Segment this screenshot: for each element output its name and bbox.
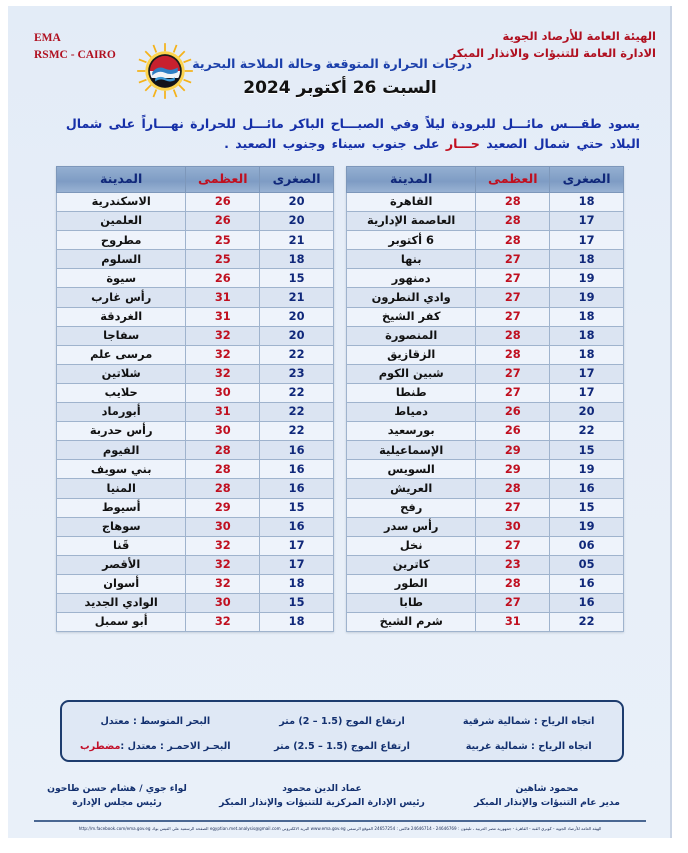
cell-city-name: مرسى علم [57,345,186,364]
cell-max-temp: 28 [476,193,550,212]
cell-min-temp: 17 [550,231,624,250]
cell-city-name: دمياط [347,403,476,422]
coast-upper-egypt-table [56,166,334,632]
red-sea-label: البحـر الاحمـر : معتدل : [120,740,231,752]
summary-part-1: يسود طقـــس مائـــل للبرودة ليلاً وفي الصبـــاح الباكر مائـــل للحرارة نهـــاراً على شمال البلاد حتي شمال الصعيد [65,116,640,152]
cell-city-name: المنيا [57,479,186,498]
cell-min-temp: 22 [260,422,334,441]
cell-max-temp: 26 [186,212,260,231]
cell-max-temp: 32 [186,574,260,593]
cell-max-temp: 26 [476,422,550,441]
table-row [347,479,624,498]
cell-min-temp: 16 [550,479,624,498]
cell-city-name: 6 أكتوبر [347,231,476,250]
table-row [347,403,624,422]
cell-min-temp: 18 [260,613,334,632]
signature-block [32,782,652,818]
red-sea-state [62,741,249,752]
table-row [347,422,624,441]
cell-min-temp: 19 [550,288,624,307]
cell-min-temp: 17 [260,555,334,574]
cell-max-temp: 30 [476,517,550,536]
cell-min-temp: 22 [260,345,334,364]
cell-city-name: بورسعيد [347,422,476,441]
cell-max-temp: 27 [476,593,550,612]
signature-board-chairman [32,782,202,811]
cell-min-temp: 16 [550,593,624,612]
mediterranean-sea-state [62,716,249,727]
cell-city-name: الزقازيق [347,345,476,364]
mediterranean-sea-label: البحر المتوسط : معتدل [100,715,211,727]
cell-city-name: كاترين [347,555,476,574]
cell-city-name: السلوم [57,250,186,269]
cell-min-temp: 16 [260,479,334,498]
table-row [57,307,334,326]
coast-upper-egypt-table-body [57,193,334,632]
table-row [57,593,334,612]
cell-max-temp: 31 [186,307,260,326]
cell-max-temp: 26 [186,193,260,212]
table-row [57,498,334,517]
signature-central-admin-head [212,782,432,811]
cell-max-temp: 28 [476,212,550,231]
cell-max-temp: 28 [186,460,260,479]
cell-max-temp: 28 [476,326,550,345]
coast-upper-egypt-table-wrap [56,166,334,632]
cell-city-name: سوهاج [57,517,186,536]
summary-part-2: على جنوب سيناء وجنوب الصعيد . [224,136,446,152]
table-row [57,193,334,212]
cell-min-temp: 15 [550,498,624,517]
organization-line-1: الهيئة العامة للأرصاد الجوية [502,29,656,43]
cell-min-temp: 15 [260,593,334,612]
cell-city-name: بني سويف [57,460,186,479]
cell-city-name: الوادي الجديد [57,593,186,612]
cell-min-temp: 22 [550,613,624,632]
cell-city-name: أسوان [57,574,186,593]
table-row [347,460,624,479]
cell-min-temp: 22 [260,383,334,402]
table-row [57,250,334,269]
cell-city-name: حلايب [57,383,186,402]
table-row [57,460,334,479]
cell-city-name: شلاتين [57,364,186,383]
cell-min-temp: 18 [260,250,334,269]
red-sea-alert: مضطرب [80,740,121,752]
cell-min-temp: 17 [260,536,334,555]
cell-min-temp: 21 [260,231,334,250]
ema-identifier [34,30,116,65]
rsmc-cairo-label: RSMC - CAIRO [34,49,116,62]
cell-city-name: العريش [347,479,476,498]
cell-min-temp: 20 [260,326,334,345]
cell-min-temp: 05 [550,555,624,574]
mediterranean-sea-row [62,709,622,733]
cell-city-name: شبين الكوم [347,364,476,383]
table-row [57,231,334,250]
cell-city-name: وادي النطرون [347,288,476,307]
table-header-row [57,167,334,193]
table-row [57,326,334,345]
table-row [347,555,624,574]
cell-max-temp: 28 [476,231,550,250]
cell-city-name: قَنا [57,536,186,555]
footer-divider [34,820,646,822]
cell-min-temp: 17 [550,383,624,402]
red-sea-wave-height: ارتفاع الموج (1.5 – 2.5) متر [274,740,410,752]
signature-name: محمود شاهين [515,783,579,794]
cell-min-temp: 16 [550,574,624,593]
cell-max-temp: 28 [476,345,550,364]
cell-city-name: الأقصر [57,555,186,574]
cell-min-temp: 16 [260,517,334,536]
cell-max-temp: 29 [476,460,550,479]
table-row [347,231,624,250]
table-row [347,536,624,555]
table-row [57,536,334,555]
signature-name: لواء جوي / هشام حسن طاحون [47,783,187,794]
table-row [347,288,624,307]
table-header-row [347,167,624,193]
cell-max-temp: 27 [476,307,550,326]
table-row [347,364,624,383]
cell-city-name: سفاجا [57,326,186,345]
table-row [347,250,624,269]
cell-city-name: أسيوط [57,498,186,517]
cell-min-temp: 19 [550,517,624,536]
table-row [57,345,334,364]
cell-city-name: رأس غارب [57,288,186,307]
cairo-delta-sinai-table-wrap [346,166,624,632]
cell-city-name: شرم الشيخ [347,613,476,632]
footer-contact-info: الهيئة العامة للأرصاد الجوية - كوبري القبة - القاهرة - جمهورية مصر العربية ، تليفون : 24646769 - 24646714 فاكس : 24657254 الموقع الرسمي www.ema.gov.eg البريد الالكتروني egyptian.met.analysis@gmail.com الصفحة الرسمية علي الفيس بوك http://m.facebook.com/ema.gov.eg [78,826,602,831]
table-row [57,288,334,307]
cell-max-temp: 27 [476,364,550,383]
cell-city-name: الاسكندرية [57,193,186,212]
table-row [347,326,624,345]
red-sea-row [62,734,622,758]
red-sea-wind-direction: اتجاه الرياح : شمالية غربية [465,740,592,752]
column-header-city: المدينة [347,167,476,193]
document-sheet [8,6,672,838]
cell-max-temp: 28 [476,574,550,593]
cairo-delta-sinai-table-body [347,193,624,632]
cell-max-temp: 32 [186,364,260,383]
table-row [347,613,624,632]
cell-min-temp: 19 [550,269,624,288]
cell-min-temp: 16 [260,441,334,460]
cell-min-temp: 22 [260,403,334,422]
cell-max-temp: 27 [476,498,550,517]
cell-city-name: القاهرة [347,193,476,212]
cell-city-name: طنطا [347,383,476,402]
cell-city-name: العاصمة الإدارية [347,212,476,231]
cell-max-temp: 31 [186,288,260,307]
cell-max-temp: 27 [476,383,550,402]
cell-max-temp: 28 [476,479,550,498]
table-row [57,613,334,632]
column-header-max: العظمى [186,167,260,193]
cell-min-temp: 18 [550,307,624,326]
table-row [57,517,334,536]
cell-max-temp: 30 [186,383,260,402]
cell-max-temp: 32 [186,613,260,632]
organization-title [450,28,656,61]
cell-min-temp: 17 [550,364,624,383]
table-row [347,593,624,612]
table-row [347,383,624,402]
mediterranean-wave-height: ارتفاع الموج (1.5 – 2) متر [279,715,405,727]
cell-max-temp: 27 [476,250,550,269]
table-row [347,212,624,231]
table-row [57,441,334,460]
table-row [57,383,334,402]
cell-min-temp: 06 [550,536,624,555]
signature-forecast-director [442,782,652,811]
marine-navigation-box [60,700,624,762]
cell-min-temp: 15 [550,441,624,460]
cell-min-temp: 17 [550,212,624,231]
forecast-date: السبت 26 أكتوبر 2024 [243,78,437,98]
cell-city-name: أبورماد [57,403,186,422]
cell-max-temp: 27 [476,288,550,307]
cell-city-name: رفح [347,498,476,517]
cell-city-name: الغردقة [57,307,186,326]
cell-city-name: السويس [347,460,476,479]
cell-city-name: بنها [347,250,476,269]
cell-min-temp: 20 [260,212,334,231]
cell-min-temp: 19 [550,460,624,479]
cell-max-temp: 28 [186,479,260,498]
signature-title: رئيس مجلس الإدارة [72,797,162,809]
cell-city-name: الطور [347,574,476,593]
cell-city-name: سيوة [57,269,186,288]
forecast-summary [32,114,640,155]
cell-max-temp: 32 [186,345,260,364]
table-row [347,517,624,536]
cell-max-temp: 23 [476,555,550,574]
cell-city-name: رأس سدر [347,517,476,536]
cell-city-name: مطروح [57,231,186,250]
cell-min-temp: 20 [550,403,624,422]
signature-name: عماد الدين محمود [282,783,362,794]
cell-min-temp: 23 [260,364,334,383]
cell-min-temp: 18 [550,250,624,269]
cell-city-name: الإسماعيلية [347,441,476,460]
cell-max-temp: 27 [476,269,550,288]
cell-city-name: رأس حدربة [57,422,186,441]
cell-max-temp: 27 [476,536,550,555]
cell-max-temp: 32 [186,536,260,555]
table-row [57,364,334,383]
cell-min-temp: 16 [260,460,334,479]
cell-max-temp: 31 [186,403,260,422]
cell-max-temp: 25 [186,231,260,250]
ema-abbreviation: EMA [34,32,61,44]
cell-min-temp: 15 [260,498,334,517]
cairo-delta-sinai-table [346,166,624,632]
cell-city-name: المنصورة [347,326,476,345]
cell-max-temp: 32 [186,326,260,345]
cell-min-temp: 15 [260,269,334,288]
cell-city-name: نخل [347,536,476,555]
cell-city-name: طابا [347,593,476,612]
column-header-min: الصغرى [260,167,334,193]
table-row [347,441,624,460]
cell-max-temp: 26 [186,269,260,288]
cell-min-temp: 18 [550,193,624,212]
cell-max-temp: 25 [186,250,260,269]
cell-min-temp: 18 [260,574,334,593]
cell-max-temp: 30 [186,422,260,441]
cell-max-temp: 28 [186,441,260,460]
document-header [8,20,672,100]
cell-max-temp: 30 [186,593,260,612]
cell-max-temp: 29 [476,441,550,460]
cell-city-name: العلمين [57,212,186,231]
cell-min-temp: 18 [550,345,624,364]
table-row [347,498,624,517]
cell-city-name: الفيوم [57,441,186,460]
table-row [347,193,624,212]
cell-city-name: أبو سمبل [57,613,186,632]
cell-min-temp: 20 [260,307,334,326]
table-row [57,403,334,422]
table-row [57,212,334,231]
cell-max-temp: 26 [476,403,550,422]
mediterranean-wind-direction: اتجاه الرياح : شمالية شرقية [462,715,595,727]
cell-max-temp: 31 [476,613,550,632]
column-header-max: العظمى [476,167,550,193]
table-row [347,574,624,593]
summary-highlight-hot: حـــار [445,136,480,152]
signature-title: رئيس الإدارة المركزية للتنبؤات والإنذار المبكر [219,797,425,809]
table-row [347,307,624,326]
table-row [57,269,334,288]
cell-max-temp: 32 [186,555,260,574]
cell-min-temp: 22 [550,422,624,441]
column-header-city: المدينة [57,167,186,193]
table-row [347,345,624,364]
signature-title: مدير عام التنبؤات والإنذار المبكر [474,797,620,809]
cell-max-temp: 30 [186,517,260,536]
document-subtitle: درجات الحرارة المتوقعة وحالة الملاحة البحرية [192,56,472,71]
table-row [57,574,334,593]
cell-min-temp: 21 [260,288,334,307]
cell-city-name: دمنهور [347,269,476,288]
organization-line-2: الادارة العامة للتنبؤات والانذار المبكر [449,45,656,60]
cell-min-temp: 18 [550,326,624,345]
table-row [347,269,624,288]
column-header-min: الصغرى [550,167,624,193]
cell-max-temp: 29 [186,498,260,517]
table-row [57,422,334,441]
cell-min-temp: 20 [260,193,334,212]
cell-city-name: كفر الشيخ [347,307,476,326]
table-row [57,555,334,574]
table-row [57,479,334,498]
